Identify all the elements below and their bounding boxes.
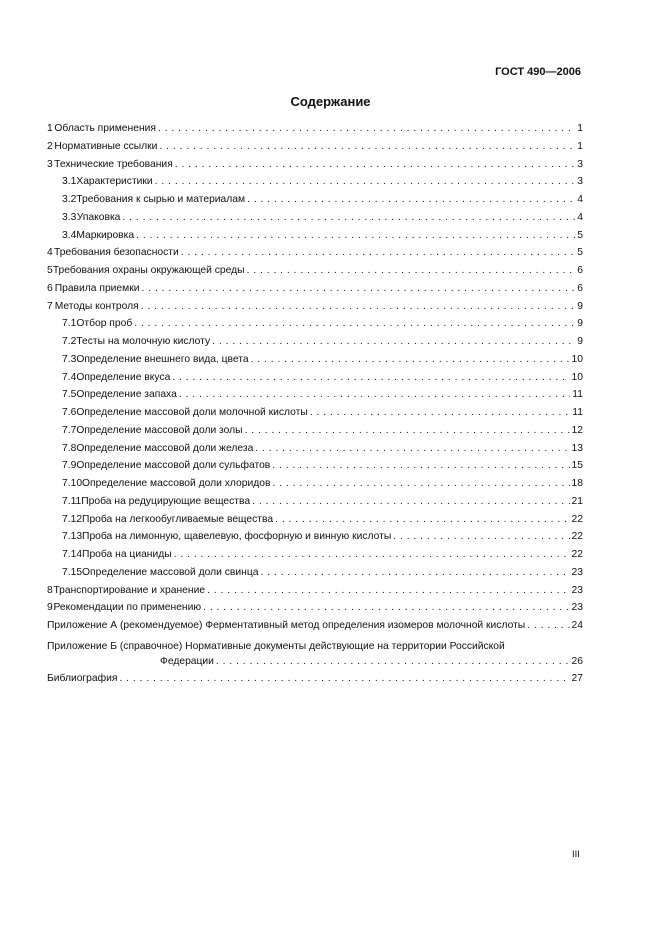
toc-entry[interactable] xyxy=(47,336,583,354)
toc-entry-page: 10 xyxy=(571,353,583,365)
toc-entry-number: 7.6 xyxy=(62,407,77,418)
toc-entry-title: Определение массовой доли хлоридов xyxy=(82,478,271,489)
toc-entry-title: Правила приемки xyxy=(54,282,140,294)
toc-entry-title-continuation: Федерации xyxy=(160,655,214,667)
leader-dots xyxy=(245,425,570,436)
leader-dots xyxy=(175,159,576,170)
toc-entry-title: Приложение Б (справочное) Нормативные документы действующие на территории Российской xyxy=(47,640,505,652)
toc-entry-page: 6 xyxy=(577,265,583,276)
leader-dots xyxy=(179,389,570,400)
toc-entry-number: 4 xyxy=(47,247,53,259)
toc-entry-number: 7.7 xyxy=(62,424,77,436)
leader-dots xyxy=(247,194,575,205)
toc-entry[interactable] xyxy=(47,478,583,496)
toc-entry[interactable] xyxy=(47,407,583,425)
toc-entry[interactable] xyxy=(47,531,583,549)
toc-entry[interactable] xyxy=(47,372,583,390)
toc-entry-number: 7.2 xyxy=(62,336,77,347)
toc-entry[interactable] xyxy=(47,230,583,248)
toc-entry[interactable] xyxy=(47,159,583,177)
toc-entry-page: 9 xyxy=(577,300,583,312)
toc-entry[interactable] xyxy=(47,123,583,141)
leader-dots xyxy=(527,620,569,631)
toc-entry-page: 23 xyxy=(571,602,583,614)
toc-entry-title: Область применения xyxy=(54,123,156,134)
leader-dots xyxy=(134,318,575,329)
leader-dots xyxy=(247,265,576,276)
toc-entry-page: 22 xyxy=(571,549,583,560)
toc-entry[interactable] xyxy=(47,638,583,674)
toc-entry-page: 1 xyxy=(577,140,583,152)
leader-dots xyxy=(272,478,569,489)
leader-dots xyxy=(122,212,575,223)
leader-dots xyxy=(252,496,569,507)
leader-dots xyxy=(255,443,569,454)
toc-entry-number: 7.8 xyxy=(62,442,77,454)
toc-entry[interactable] xyxy=(47,602,583,620)
toc-entry-number: 3 xyxy=(47,158,53,170)
toc-entry[interactable] xyxy=(47,549,583,567)
toc-entry-title: Библиография xyxy=(47,673,118,685)
toc-entry[interactable] xyxy=(47,318,583,336)
toc-entry-title: Определение запаха xyxy=(76,389,177,401)
toc-entry-page: 3 xyxy=(577,158,583,170)
leader-dots xyxy=(158,123,575,134)
toc-entry[interactable] xyxy=(47,514,583,532)
toc-entry-title: Характеристики xyxy=(76,176,153,188)
leader-dots xyxy=(212,336,575,347)
toc-entry-title: Технические требования xyxy=(54,158,173,170)
toc-entry-page: 11 xyxy=(572,389,583,401)
toc-entry-number: 7 xyxy=(47,300,53,312)
leader-dots xyxy=(207,585,569,596)
toc-entry-title: Проба на цианиды xyxy=(82,549,172,560)
toc-entry-number: 3.1 xyxy=(62,176,77,188)
toc-entry[interactable] xyxy=(47,301,583,319)
toc-entry-number: 3.3 xyxy=(62,211,77,223)
table-of-contents xyxy=(47,123,583,691)
toc-entry-page: 24 xyxy=(571,620,583,631)
toc-entry[interactable] xyxy=(47,141,583,159)
toc-entry-title: Тесты на молочную кислоту xyxy=(76,336,211,347)
toc-entry[interactable] xyxy=(47,425,583,443)
toc-entry-page: 22 xyxy=(571,531,583,543)
toc-entry[interactable] xyxy=(47,212,583,230)
toc-entry-page: 10 xyxy=(571,371,583,383)
toc-entry-title: Определение вкуса xyxy=(76,371,171,383)
toc-entry-title: Определение массовой доли молочной кислоты xyxy=(76,407,308,418)
toc-entry-title: Приложение А (рекомендуемое) Ферментативный метод определения изомеров молочной кислоты xyxy=(47,620,526,631)
toc-entry-number: 1 xyxy=(47,123,53,134)
leader-dots xyxy=(174,549,570,560)
toc-entry[interactable] xyxy=(47,247,583,265)
toc-entry-page: 6 xyxy=(577,282,583,294)
toc-entry-number: 7.11 xyxy=(62,495,82,507)
toc-entry[interactable] xyxy=(47,585,583,603)
toc-entry-page: 1 xyxy=(577,123,583,134)
leader-dots xyxy=(136,230,575,241)
leader-dots xyxy=(181,247,576,258)
toc-entry-page: 3 xyxy=(577,176,583,188)
toc-entry-page: 22 xyxy=(571,513,583,525)
toc-entry-title: Проба на редуцирующие вещества xyxy=(81,495,251,507)
toc-entry[interactable] xyxy=(47,354,583,372)
toc-entry-title: Транспортирование и хранение xyxy=(53,584,206,596)
toc-entry-number: 7.15 xyxy=(62,566,83,578)
toc-entry-number: 7.10 xyxy=(62,478,83,489)
toc-entry[interactable] xyxy=(47,265,583,283)
leader-dots xyxy=(310,407,570,418)
leader-dots xyxy=(155,176,576,187)
toc-entry-title: Определение массовой доли золы xyxy=(76,424,243,436)
toc-entry-page: 4 xyxy=(577,194,583,205)
toc-entry-number: 7.3 xyxy=(62,353,77,365)
toc-entry-number: 7.4 xyxy=(62,371,77,383)
leader-dots xyxy=(141,301,576,312)
toc-entry-page: 5 xyxy=(577,229,583,241)
toc-entry-page: 11 xyxy=(572,407,583,418)
leader-dots xyxy=(272,460,569,471)
leader-dots xyxy=(260,567,569,578)
leader-dots xyxy=(119,673,569,684)
toc-entry-page: 23 xyxy=(571,566,583,578)
document-code: ГОСТ 490—2006 xyxy=(495,66,581,78)
toc-entry-title: Требования охраны окружающей среды xyxy=(52,265,245,276)
toc-entry-page: 9 xyxy=(577,336,583,347)
toc-entry-page: 4 xyxy=(577,211,583,223)
toc-entry-page: 21 xyxy=(571,495,583,507)
toc-entry-title: Определение массовой доли сульфатов xyxy=(76,460,271,472)
toc-entry-title: Отбор проб xyxy=(76,318,133,330)
toc-entry-number: 7.13 xyxy=(62,531,83,543)
toc-entry-number: 9 xyxy=(47,602,53,614)
toc-entry-number: 7.1 xyxy=(62,318,77,330)
toc-entry[interactable] xyxy=(47,443,583,461)
toc-entry-page: 9 xyxy=(577,318,583,330)
toc-entry[interactable] xyxy=(47,176,583,194)
toc-entry-page: 23 xyxy=(571,584,583,596)
toc-entry-number: 3.2 xyxy=(62,194,77,205)
leader-dots xyxy=(142,283,576,294)
toc-entry[interactable] xyxy=(47,620,583,638)
toc-entry-page: 27 xyxy=(571,673,583,685)
toc-entry-number: 7.14 xyxy=(62,549,83,560)
leader-dots xyxy=(216,656,570,667)
toc-entry[interactable] xyxy=(47,283,583,301)
toc-entry-title: Требования безопасности xyxy=(54,247,179,259)
toc-entry[interactable] xyxy=(47,460,583,478)
toc-entry-page: 12 xyxy=(571,424,583,436)
toc-entry-number: 2 xyxy=(47,140,53,152)
leader-dots xyxy=(393,531,569,542)
toc-entry-title: Маркировка xyxy=(76,229,135,241)
toc-entry-number: 7.5 xyxy=(62,389,77,401)
toc-entry[interactable] xyxy=(47,389,583,407)
toc-entry-number: 7.12 xyxy=(62,513,83,525)
toc-entry-page: 5 xyxy=(577,247,583,259)
toc-entry-title: Требования к сырью и материалам xyxy=(76,194,246,205)
toc-entry-title: Проба на лимонную, щавелевую, фосфорную и винную кислоты xyxy=(82,531,392,543)
toc-entry-page: 13 xyxy=(571,442,583,454)
toc-entry-number: 5 xyxy=(47,265,53,276)
toc-entry[interactable] xyxy=(47,567,583,585)
toc-entry-title: Упаковка xyxy=(76,211,121,223)
leader-dots xyxy=(275,514,569,525)
toc-entry[interactable] xyxy=(47,673,583,691)
leader-dots xyxy=(203,602,569,613)
toc-entry-title: Нормативные ссылки xyxy=(54,140,158,152)
page-number: III xyxy=(572,849,580,860)
toc-entry-title: Определение внешнего вида, цвета xyxy=(76,353,249,365)
toc-entry-number: 3.4 xyxy=(62,229,77,241)
toc-entry-title: Проба на легкообугливаемые вещества xyxy=(82,513,274,525)
toc-entry-number: 6 xyxy=(47,282,53,294)
toc-entry-page: 18 xyxy=(571,478,583,489)
toc-entry-number: 8 xyxy=(47,584,53,596)
toc-entry[interactable] xyxy=(47,496,583,514)
leader-dots xyxy=(159,141,575,152)
toc-entry-title: Определение массовой доли железа xyxy=(76,442,254,454)
toc-entry-page: 15 xyxy=(571,460,583,472)
toc-entry[interactable] xyxy=(47,194,583,212)
toc-entry-page: 26 xyxy=(571,655,583,667)
toc-entry-title: Определение массовой доли свинца xyxy=(82,566,259,578)
leader-dots xyxy=(251,354,570,365)
toc-entry-title: Рекомендации по применению xyxy=(53,602,202,614)
toc-entry-title: Методы контроля xyxy=(54,300,139,312)
toc-entry-number: 7.9 xyxy=(62,460,77,472)
toc-title: Содержание xyxy=(290,94,371,109)
leader-dots xyxy=(172,372,569,383)
